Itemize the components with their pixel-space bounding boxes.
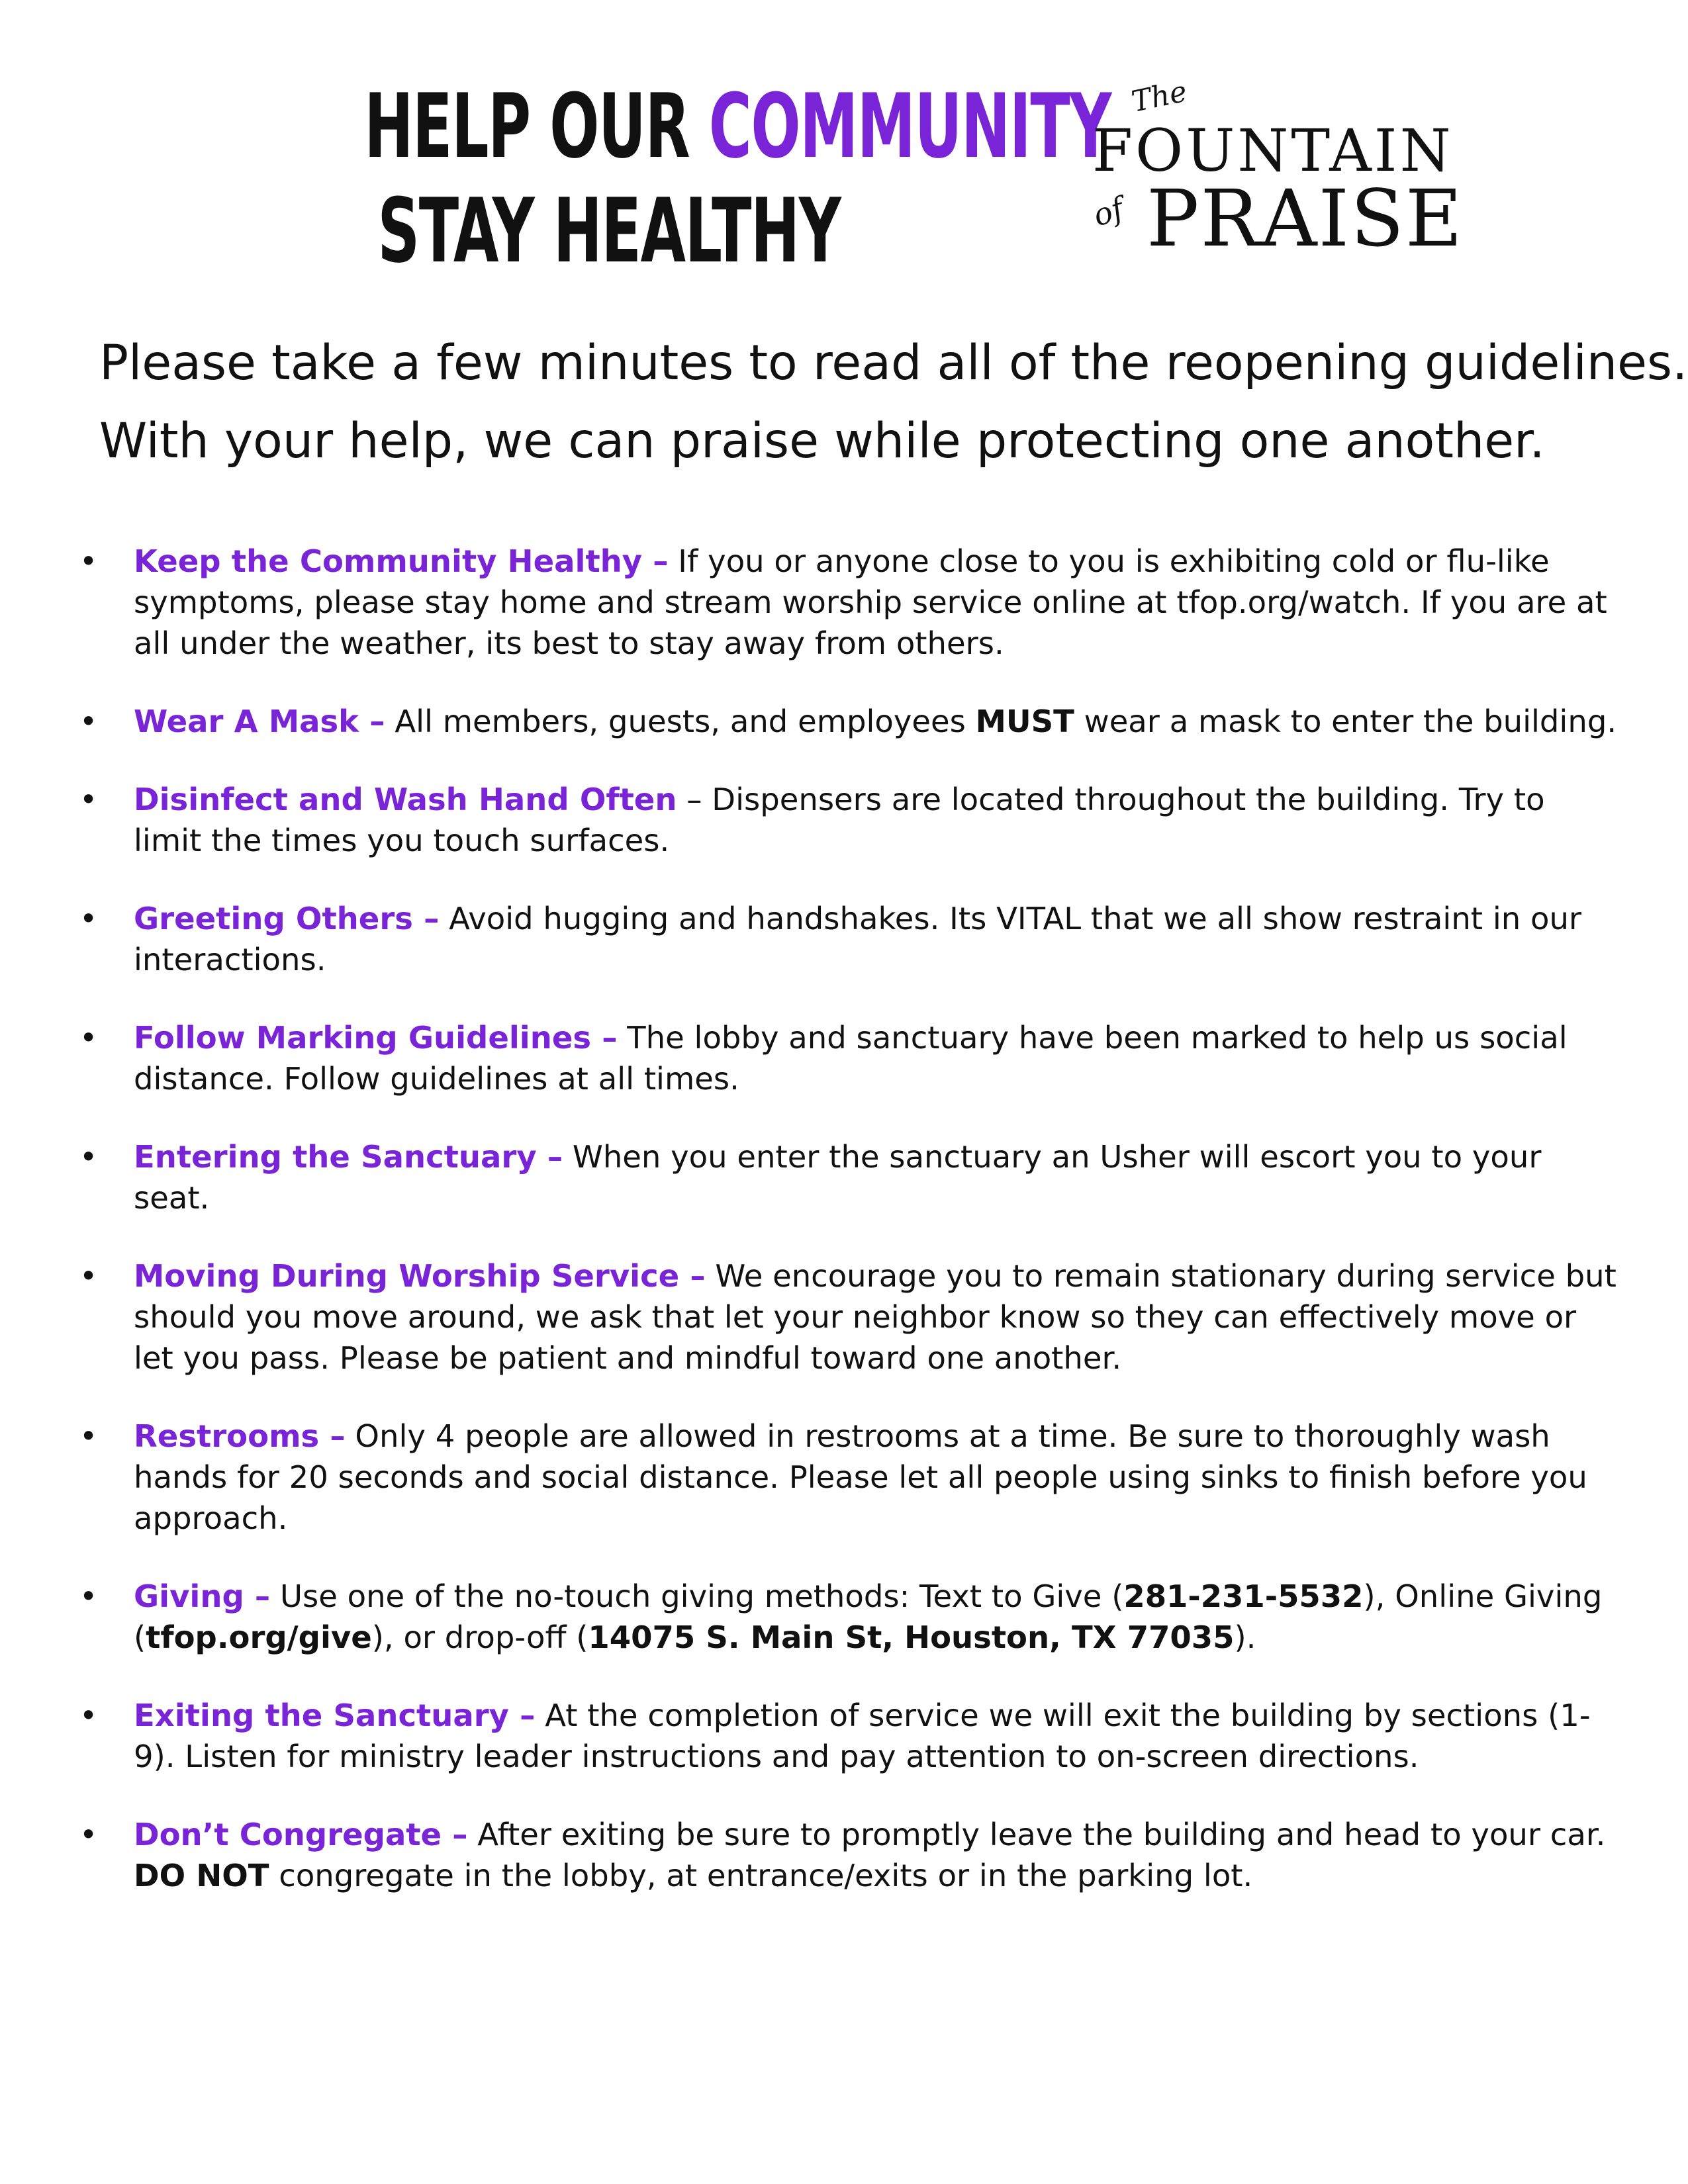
guideline-title: Exiting the Sanctuary – [134,1698,536,1733]
guideline-title: Restrooms – [134,1418,346,1454]
guideline-emphasis: MUST [975,704,1074,739]
guideline-title: Keep the Community Healthy – [134,543,669,579]
title-line-1 [364,74,1111,179]
guideline-title: Moving During Worship Service – [134,1258,706,1294]
giving-url: tfop.org/give [146,1619,372,1655]
guideline-item [79,1814,1622,1896]
title-accent: COMMUNITY [708,75,1111,178]
fountain-of-praise-logo [1086,74,1464,264]
intro-paragraph [99,324,1688,480]
guideline-text: ). [1234,1619,1256,1655]
guideline-item [79,1695,1622,1777]
guideline-text: Use one of the no-touch giving methods: Text to Give ( [270,1578,1124,1614]
guideline-text: After exiting be sure to promptly leave the building and head to your car. [467,1817,1606,1852]
giving-address: 14075 S. Main St, Houston, TX 77035 [588,1619,1235,1655]
guideline-item [79,898,1622,980]
bullet: • [79,1578,98,1614]
guideline-title: Entering the Sanctuary – [134,1139,563,1175]
guidelines-list [79,541,1622,1896]
guideline-item [79,701,1622,742]
guideline-text: If you or anyone close to you is exhibiting cold or flu-like symptoms, please stay home and stream worship service online at tfop.org/watch. If you are at all under the weather, its best to stay away from others. [134,543,1607,661]
guideline-text: wear a mask to enter the building. [1074,704,1617,739]
guideline-item [79,1416,1622,1539]
bullet: • [79,1418,98,1454]
guideline-text: We encourage you to remain stationary during service but should you move around, we ask that let your neighbor know so they can effectively move or let you pass. Please be patient and mindful toward one another. [134,1258,1617,1376]
title-text: HELP OUR [364,75,709,178]
bullet: • [79,1698,98,1733]
guideline-text: – Dispensers are located throughout the building. Try to limit the times you touch surfaces. [134,782,1545,858]
guideline-text: At the completion of service we will exit the building by sections (1-9). Listen for ministry leader instructions and pay attention to on-screen directions. [134,1698,1591,1774]
bullet: • [79,782,98,817]
guideline-item [79,1576,1622,1658]
guideline-title: Follow Marking Guidelines – [134,1020,618,1056]
logo-fountain: FOUNTAIN [1092,116,1454,185]
bullet: • [79,1020,98,1056]
guideline-item [79,1255,1622,1379]
guideline-text: Only 4 people are allowed in restrooms at a time. Be sure to thoroughly wash hands for 20 seconds and social distance. Please let all people using sinks to finish before you approach. [134,1418,1587,1536]
guideline-title: Disinfect and Wash Hand Often [134,782,677,817]
title-line-2: STAY HEALTHY [377,179,841,283]
intro-line-2: With your help, we can praise while protecting one another. [99,413,1545,469]
guideline-item [79,1017,1622,1099]
logo-praise: PRAISE [1147,173,1464,264]
logo-of: of [1088,190,1128,234]
guideline-title: Don’t Congregate – [134,1817,468,1852]
guideline-emphasis: DO NOT [134,1858,269,1893]
bullet: • [79,1258,98,1294]
guideline-text: All members, guests, and employees [385,704,976,739]
guideline-text: ), or drop-off ( [371,1619,588,1655]
giving-phone: 281-231-5532 [1123,1578,1364,1614]
bullet: • [79,543,98,579]
guideline-text: The lobby and sanctuary have been marked to help us social distance. Follow guidelines at all times. [134,1020,1568,1097]
intro-line-1: Please take a few minutes to read all of the reopening guidelines. [99,335,1688,391]
guideline-title: Wear A Mask – [134,704,385,739]
bullet: • [79,1139,98,1175]
guideline-item [79,1136,1622,1218]
guideline-text: When you enter the sanctuary an Usher will escort you to your seat. [134,1139,1542,1216]
guideline-text: congregate in the lobby, at entrance/exits or in the parking lot. [269,1858,1253,1893]
guideline-item [79,779,1622,861]
guideline-text: Avoid hugging and handshakes. Its VITAL that we all show restraint in our interactions. [134,901,1582,978]
logo-the: The [1129,74,1190,119]
guideline-text: ), Online Giving ( [134,1578,1603,1655]
guideline-title: Greeting Others – [134,901,440,936]
guideline-item [79,541,1622,664]
bullet: • [79,1817,98,1852]
guideline-title: Giving – [134,1578,271,1614]
bullet: • [79,901,98,936]
bullet: • [79,704,98,739]
